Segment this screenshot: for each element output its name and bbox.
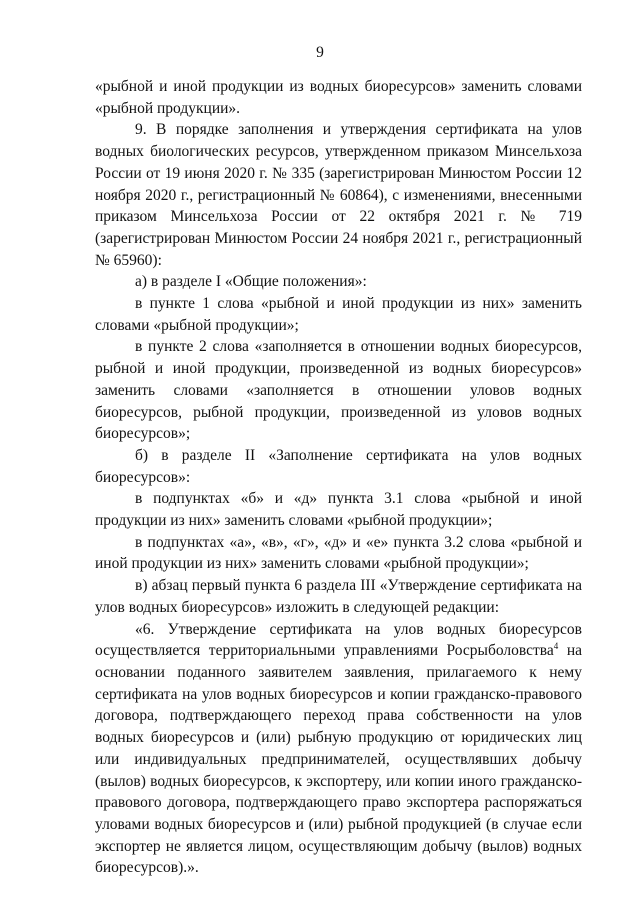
document-body: [95, 76, 582, 879]
paragraph-subitem-v: в) абзац первый пункта 6 раздела III «Утверждение сертификата на улов водных биоресурсов» изложить в следующей редакции:: [95, 577, 582, 616]
page-number: 9: [316, 44, 324, 61]
paragraph-item-9: 9. В порядке заполнения и утверждения сертификата на улов водных биологических ресурсов, утвержденном приказом Минсельхоза России от 19 июня 2020 г. № 335 (зарегистрирован Минюстом России 12 ноября 2020 г., регистрационный № 60864), с изменениями, внесенными приказом Минсельхоза России от 22 октября 2021 г. № 719 (зарегистрирован Минюстом России 24 ноября 2021 г., регистрационный № 65960):: [95, 121, 582, 269]
paragraph-continuation: «рыбной и иной продукции из водных биоресурсов» заменить словами «рыбной продукции».: [95, 78, 582, 117]
footnote-marker: 4: [553, 641, 559, 652]
paragraph-point-1: в пункте 1 слова «рыбной и иной продукции из них» заменить словами «рыбной продукции»;: [95, 295, 582, 334]
paragraph-subpoints-3-2: в подпунктах «а», «в», «г», «д» и «е» пункта 3.2 слова «рыбной и иной продукции из них» заменить словами «рыбной продукции»;: [95, 533, 582, 573]
paragraph-quoted-item-6: [95, 619, 582, 879]
paragraph-subitem-b: б) в разделе II «Заполнение сертификата на улов водных биоресурсов»:: [95, 446, 582, 486]
paragraph-subpoints-3-1: в подпунктах «б» и «д» пункта 3.1 слова «рыбной и иной продукции из них» заменить словами «рыбной продукции»;: [95, 490, 582, 530]
paragraph-subitem-a: а) в разделе I «Общие положения»:: [135, 273, 367, 291]
quote-text-part-2: на основании поданного заявителем заявления, прилагаемого к нему сертификата на улов водных биоресурсов и копии гражданско-правового договора, подтверждающего переход права собственности на улов водных биоресурсов и (или) рыбную продукцию от юридических лиц или индивидуальных предпринимателей, осуществлявших добычу (вылов) водных биоресурсов, к экспортеру, или копии иного гражданско-правового договора, подтверждающего право экспортера распоряжаться уловами водных биоресурсов и (или) рыбной продукцией (в случае если экспортер не является лицом, осуществляющим добычу (вылов) водных биоресурсов).».: [95, 642, 582, 877]
paragraph-point-2: в пункте 2 слова «заполняется в отношении водных биоресурсов, рыбной и иной продукции, произведенной из водных биоресурсов» заменить словами «заполняется в отношении уловов водных биоресурсов, рыбной продукции, произведенной из уловов водных биоресурсов»;: [95, 338, 582, 443]
quote-text-part-1: «6. Утверждение сертификата на улов водных биоресурсов осуществляется территориальными управлениями Росрыболовства: [95, 620, 582, 660]
